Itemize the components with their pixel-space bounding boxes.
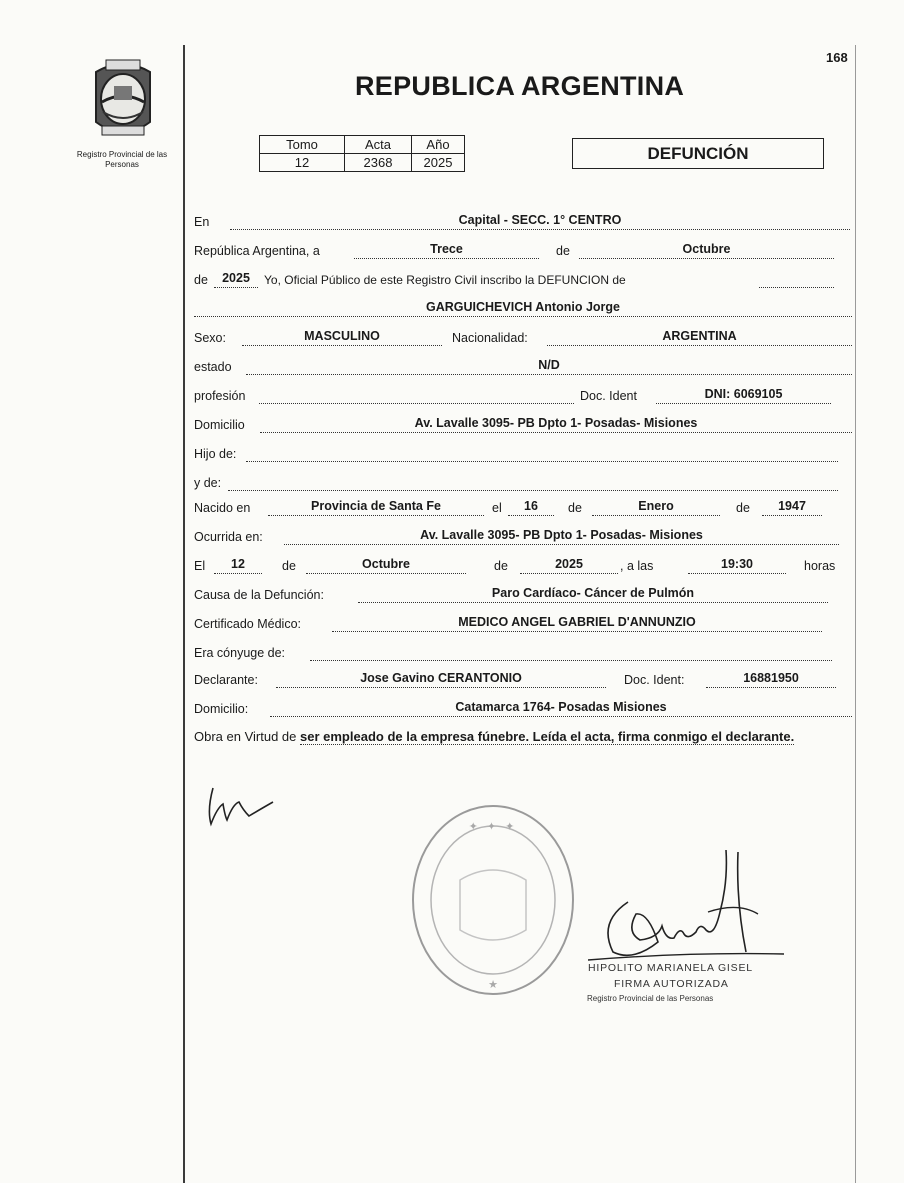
label-conyuge: Era cónyuge de:	[194, 646, 286, 660]
value-nac-anio: 1947	[762, 497, 822, 516]
page-number: 168	[826, 50, 848, 65]
row-nacimiento	[194, 498, 854, 518]
label-inscribo: Yo, Oficial Público de este Registro Civil inscribo la DEFUNCION de	[264, 273, 626, 287]
value-domicilio: Av. Lavalle 3095- PB Dpto 1- Posadas- Misiones	[260, 414, 852, 433]
row-fecha-defuncion	[194, 556, 854, 576]
row-conyuge	[194, 643, 854, 663]
label-republica: República Argentina, a	[194, 244, 320, 258]
value-estado: N/D	[246, 356, 852, 375]
value-hora: 19:30	[688, 555, 786, 574]
label-nacionalidad: Nacionalidad:	[452, 331, 528, 345]
value-fallecido: GARGUICHEVICH Antonio Jorge	[194, 298, 852, 317]
record-value-tomo: 12	[260, 154, 345, 172]
label-ocurrida-en: Ocurrida en:	[194, 530, 263, 544]
row-profesion	[194, 386, 854, 406]
label-certificado: Certificado Médico:	[194, 617, 301, 631]
value-def-mes: Octubre	[306, 555, 466, 574]
value-nac-dia: 16	[508, 497, 554, 516]
label-el-cap: El	[194, 559, 206, 573]
row-fallecido	[194, 299, 854, 319]
declarant-signature	[203, 780, 283, 830]
label-obra: Obra en Virtud de	[194, 729, 297, 744]
label-domicilio2: Domicilio:	[194, 702, 249, 716]
row-domicilio-declarante	[194, 699, 854, 719]
value-declarante: Jose Gavino CERANTONIO	[276, 669, 606, 688]
record-header-acta: Acta	[345, 136, 412, 154]
row-inscripcion	[194, 270, 854, 290]
record-header-anio: Año	[412, 136, 465, 154]
value-anio: 2025	[214, 269, 258, 288]
right-margin-rule	[855, 45, 856, 1183]
document-title: REPUBLICA ARGENTINA	[355, 71, 685, 101]
stamp-official-name: HIPOLITO MARIANELA GISEL	[588, 962, 753, 974]
stamp-registry: Registro Provincial de las Personas	[587, 994, 714, 1003]
value-ocurrida-en: Av. Lavalle 3095- PB Dpto 1- Posadas- Misiones	[284, 526, 839, 545]
value-nac-mes: Enero	[592, 497, 720, 516]
value-declarante-domicilio: Catamarca 1764- Posadas Misiones	[270, 698, 852, 717]
blank-y-de	[228, 472, 838, 491]
row-ocurrida	[194, 527, 854, 547]
value-certificado: MEDICO ANGEL GABRIEL D'ANNUNZIO	[332, 613, 822, 632]
value-declarante-doc: 16881950	[706, 669, 836, 688]
official-signature	[588, 842, 788, 967]
value-def-dia: 12	[214, 555, 262, 574]
value-mes: Octubre	[579, 240, 834, 259]
row-y-de	[194, 473, 854, 493]
row-estado	[194, 357, 854, 377]
label-domicilio: Domicilio	[194, 418, 245, 432]
value-sexo: MASCULINO	[242, 327, 442, 346]
label-en: En	[194, 215, 210, 229]
row-causa	[194, 585, 854, 605]
row-certificado	[194, 614, 854, 634]
value-dia: Trece	[354, 240, 539, 259]
record-table-header-row	[260, 136, 465, 154]
blank-profesion	[259, 385, 574, 404]
record-value-acta: 2368	[345, 154, 412, 172]
record-table	[259, 135, 465, 172]
value-nacionalidad: ARGENTINA	[547, 327, 852, 346]
row-hijo-de	[194, 444, 854, 464]
label-de-nac-mes: de	[568, 501, 582, 515]
label-y-de: y de:	[194, 476, 222, 490]
label-estado: estado	[194, 360, 232, 374]
record-type-box: DEFUNCIÓN	[572, 138, 824, 169]
row-sexo	[194, 328, 854, 348]
blank-hijo-de	[246, 443, 838, 462]
value-nacido-en: Provincia de Santa Fe	[268, 497, 484, 516]
row-declarante	[194, 670, 854, 690]
label-de-def-mes: de	[282, 559, 296, 573]
row-domicilio	[194, 415, 854, 435]
value-obra-texto: ser empleado de la empresa fúnebre. Leída el acta, firma conmigo el declarante.	[300, 729, 795, 744]
label-causa: Causa de la Defunción:	[194, 588, 324, 602]
label-hijo-de: Hijo de:	[194, 447, 237, 461]
label-horas: horas	[804, 559, 836, 573]
obra-en-virtud-paragraph	[194, 727, 854, 747]
record-value-anio: 2025	[412, 154, 465, 172]
label-declarante: Declarante:	[194, 673, 258, 687]
row-lugar	[194, 212, 854, 232]
coat-of-arms-logo	[88, 52, 158, 142]
row-fecha-acta	[194, 241, 854, 261]
blank-conyuge	[310, 642, 832, 661]
label-profesion: profesión	[194, 389, 246, 403]
label-doc-ident2: Doc. Ident:	[624, 673, 685, 687]
left-margin-rule	[183, 45, 185, 1183]
stamp-official-role: FIRMA AUTORIZADA	[614, 978, 729, 990]
registry-label: Registro Provincial de las Personas	[76, 150, 168, 169]
value-lugar: Capital - SECC. 1° CENTRO	[230, 211, 850, 230]
label-de-nac-anio: de	[736, 501, 750, 515]
label-doc-ident: Doc. Ident	[580, 389, 637, 403]
official-seal-stamp	[405, 800, 580, 1000]
value-def-anio: 2025	[520, 555, 618, 574]
value-causa: Paro Cardíaco- Cáncer de Pulmón	[358, 584, 828, 603]
label-sexo: Sexo:	[194, 331, 226, 345]
blank-line	[759, 269, 834, 288]
label-de-mes: de	[556, 244, 570, 258]
label-el: el	[492, 501, 502, 515]
record-header-tomo: Tomo	[260, 136, 345, 154]
svg-text:✦ ✦ ✦: ✦ ✦ ✦	[468, 821, 518, 833]
svg-text:★: ★	[488, 979, 498, 991]
record-table-value-row	[260, 154, 465, 172]
label-de-anio: de	[194, 273, 208, 287]
value-dni: DNI: 6069105	[656, 385, 831, 404]
label-nacido-en: Nacido en	[194, 501, 251, 515]
label-a-las: , a las	[620, 559, 654, 573]
label-de-def-anio: de	[494, 559, 508, 573]
